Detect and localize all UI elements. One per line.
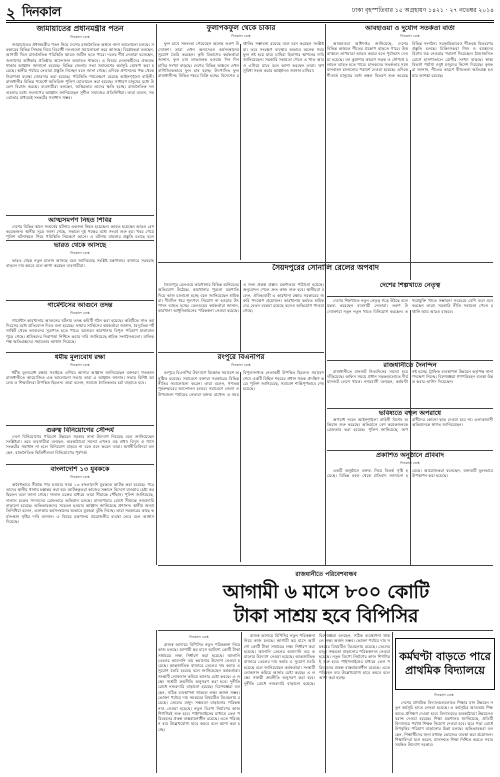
article-8 [158,25,324,260]
article-11 [327,25,493,260]
article-byline: দিনকাল ডেস্ক [70,250,90,255]
section-divider [158,262,493,263]
article-body: দেশের প্রাথমিক বিদ্যালয়গুলোতে শিক্ষার মান উন্নয়নে নতুন কর্মসূচি হাতে নেওয়া হয়েছে। এ কর্মসূচির আওতায় শিক্ষকদের প্রশিক্ষণ দেওয়া হবে। বিদ্যালয়ের অবকাঠামো উন্নয়নেও বরাদ্দ দেওয়া হয়েছে। শিক্ষা মন্ত্রণালয় জানিয়েছে, প্রতিটি বিদ্যালয়ে পর্যাপ্ত শিক্ষক নিয়োগ দেওয়া হবে। ঝরে পড়া রোধে উপবৃত্তির পরিমাণ বাড়ানোর চিন্তা চলছে। অভিভাবকরা বলছেন, শিক্ষার্থীদের জন্য মধ্যাহ্ন ভোজের ব্যবস্থা করা প্রয়োজন। শিক্ষাবিদরা মনে করেন, মানসম্মত শিক্ষা নিশ্চিত করতে সবার সমন্বিত উদ্যোগ দরকার। [395,700,493,748]
article-byline: দিনকাল ডেস্ক [434,693,454,697]
article-body: দেশে বিনিয়োগের পরিবেশ উন্নয়নে সরকার নানা উদ্যোগ নিয়েছে বলে জানিয়েছেন সংশ্লিষ্টরা। তবে ব্যবসায়ীরা বলছেন, অবকাঠামো সমস্যা এখনও বড় বাধা। বিদ্যুৎ ও গ্যাস সংকটের সমাধান না হলে বিনিয়োগ বাড়বে না বলে মনে করেন তারা। অর্থনীতিবিদরা বলছেন, রাজনৈতিক স্থিতিশীলতা বিনিয়োগের পূর্বশর্ত। [6,433,154,455]
article-body: আবহাওয়া অধিদপ্তর জানিয়েছে, দেশের বিভিন্ন অঞ্চলে শীতের প্রকোপ বাড়তে পারে। উত্তরাঞ্চলে তাপমাত্রা আরও কমবে বলে পূর্বাভাস দেওয়া হয়েছে। ঘন কুয়াশার কারণে সড়ক ও নৌপথে চলাচল ব্যাহত হতে পারে। চালকদের সতর্কতার সঙ্গে যানবাহন চালানোর পরামর্শ দেওয়া হয়েছে। এদিকে শীতার্ত মানুষের মধ্যে কম্বল বিতরণ শুরু করেছে বিভিন্ন সংগঠন। সরকারিভাবেও শীতবস্ত্র বিতরণের প্রস্তুতি চলছে। চিকিৎসকরা শিশু ও বয়স্কদের বিশেষ যত্ন নেওয়ার পরামর্শ দিয়েছেন। ঠান্ডাজনিত রোগে হাসপাতালে রোগীর সংখ্যা বাড়ছে। স্বাস্থ্য বিভাগ পর্যাপ্ত ওষুধ মজুদের নির্দেশ দিয়েছে। কৃষকরা জানান, শীতের কারণে বীজতলা ক্ষতিগ্রস্ত হওয়ার আশঙ্কা রয়েছে। [327,40,493,78]
article-body: রাজস্ব আদায়ে বিপিসির নতুন পরিকল্পনা নিয়ে কাজ চলছে। আগামী ছয় মাসে আটশো কোটি টাকা সাশ্রয়ের লক্ষ্য নির্ধারণ করা হয়েছে। জ্বালানি তেলের আমদানি ব্যয় কমানোর উদ্যোগ নেওয়া হয়েছে। আন্তর্জাতিক বাজারে তেলের দাম কমায় এ সুযোগ তৈরি হয়েছে বলে জানিয়েছেন কর্মকর্তারা। সংস্থাটি লোকসান কমিয়ে আনার চেষ্টা করছে। এ লক্ষ্যে সাশ্রয়ী ক্রয়নীতি অনুসরণ করা হবে। দুর্নীতি রোধে নজরদারি বাড়ানো হয়েছে। বিশেষজ্ঞরা বলছেন, সঠিক ব্যবস্থাপনা থাকলে লক্ষ্য অর্জন সম্ভব। ভোক্তা পর্যায়ে দাম সমন্বয়ের বিষয়টিও বিবেচনায় রয়েছে। তেলের মজুদ সক্ষমতা বাড়ানোর পরিকল্পনাও নেওয়া হয়েছে। নতুন ডিপো নির্মাণের কাজ শিগগিরই শুরু হবে। পাইপলাইনের মাধ্যমে তেল পরিবহনের প্রকল্প বাস্তবায়নাধীন রয়েছে। এতে পরিবহন ব্যয় উল্লেখযোগ্য হারে কমবে বলে আশা করা হচ্ছে। [158,642,240,732]
article-9-head [158,264,493,280]
article-body: অপরাধ দমনে আইনশৃঙ্খলা বাহিনী বিশেষ অভিযান শুরু করেছে। অভিযানে বেশ কয়েকজনকে গ্রেফতার করা হয়েছে। পুলিশ জানিয়েছে, অপরাধীদের কোনো ছাড় দেওয়া হবে না। এলাকাবাসী অভিযানকে স্বাগত জানিয়েছেন। [327,416,493,433]
article-byline: দিনকাল ডেস্ক [70,362,90,367]
lead-kicker: রাজধানীতে পরিবেশবান্ধব [295,571,357,578]
article-headline: সৈয়দপুরের সোনালি রেলের অপবাদ [272,264,379,272]
section-divider [6,300,154,301]
article-6 [6,427,154,463]
section-divider [6,425,154,426]
article-byline: দিনকাল ডেস্ক [189,635,209,639]
lead-headline-line-1: আগামী ৬ মাসে ৮০০ কোটি [222,581,429,603]
section-divider [6,240,154,241]
article-byline: দিনকাল ডেস্ক [400,460,420,465]
article-headline: জামায়াতের প্রধানমন্ত্রীর পতন [36,25,124,33]
article-byline: দিনকাল ডেস্ক [70,310,90,315]
article-headline: দেশের শিল্পখাতে নেতৃত্ব [379,282,441,289]
article-3-body [6,258,154,299]
article-4 [6,302,154,351]
article-10 [158,354,324,564]
article-7 [6,466,154,773]
article-headline: গুরুত্ব বিনিয়োগের সৌন্দর্য [46,427,114,434]
article-byline: দিনকাল ডেস্ক [231,363,251,368]
column-divider [241,632,242,773]
article-body: জামায়াতের প্রধানমন্ত্রীর পতন নিয়ে দেশের রাজনৈতিক অঙ্গনে নানা আলোচনা চলছে। সরকারের বিভিন্ন সিদ্ধান্ত নিয়ে বিরোধী দলগুলো সমালোচনা করে আসছে। বিশ্লেষকরা বলছেন, আগামী দিনে রাজনৈতিক পরিস্থিতি আরও জটিল হতে পারে। দলের শীর্ষ নেতারা বলেছেন, জনগণের অধিকার প্রতিষ্ঠার আন্দোলন অব্যাহত থাকবে। এ বিষয়ে নেতাকর্মীদের ঐক্যবদ্ধ থাকার আহ্বান জানানো হয়েছে। বিভিন্ন জেলায় সভা সমাবেশের কর্মসূচি ঘোষণা করা হয়েছে। স্থানীয় পর্যায়ে নেতারা প্রস্তুতি নিচ্ছেন বলে জানা গেছে। এদিকে প্রশাসনের পক্ষ থেকে নিরাপত্তা ব্যবস্থা জোরদার করা হয়েছে। পরিস্থিতি পর্যবেক্ষণে রয়েছে আইনশৃঙ্খলা বাহিনী। রাজধানীর বিভিন্ন পয়েন্টে অতিরিক্ত পুলিশ মোতায়েন করা হয়েছে। সাধারণ মানুষের মধ্যে উদ্বেগ বিরাজ করছে। ব্যবসায়ীরা বলছেন, অস্থিরতায় তাদের ক্ষতি হচ্ছে। রাজনৈতিক দলগুলোর মধ্যে সংলাপের আহ্বান জানিয়েছেন সুশীল সমাজের প্রতিনিধিরা। তারা বলেন, সমঝোতার মাধ্যমেই সংকটের সমাধান সম্ভব। [6,41,154,100]
column-divider [392,632,393,773]
section-divider [6,464,154,465]
article-headline: রংপুরে বিএনপির [217,354,265,361]
section-divider [327,296,493,297]
article-headline: ফুলপিকফুল থেকে চাকরি [206,25,276,32]
section-divider [6,215,154,216]
article-headline: গার্মেন্টসের আগুনে তদন্ত [47,302,113,309]
section-divider [158,630,493,631]
lead-story-headline [158,567,494,629]
article-body: অবৈধভাবে সীমান্ত পার হওয়ার সময় ১৩ বাংলাদেশি যুবককে আটক করা হয়েছে। পরে তাদের স্থানীয় থানায় হস্তান্তর করা হয়। আটককৃতরা কাজের সন্ধানে বিদেশে যাওয়ার চেষ্টা করছিলেন বলে জানা গেছে। দালাল চক্রের মাধ্যমে তারা সীমান্তে পৌঁছান। পুলিশ জানিয়েছে, দালাল চক্রের সদস্যদের গ্রেফতারে অভিযান চলছে। মানবপাচার রোধে সীমান্তে নজরদারি বাড়ানো হয়েছে। অভিভাবকদের সচেতন হওয়ার আহ্বান জানিয়েছে প্রশাসন। স্থানীয় জনপ্রতিনিধিরা বলেন, এলাকায় কর্মসংস্থানের অভাবে যুবকরা ঝুঁকি নিচ্ছে। তারা সরকারের কাছে কর্মসংস্থান সৃষ্টির দাবি জানান। এ বিষয়ে মন্ত্রণালয় প্রয়োজনীয় ব্যবস্থা নেবে বলে আশ্বাস দিয়েছে। [6,481,154,524]
article-body: একটি অনুষ্ঠানে বক্তব্য নিয়ে বিতর্ক সৃষ্টি হয়েছে। বিভিন্ন মহল থেকে প্রতিবাদ জানানো হয়েছে। আয়োজকরা বলেছেন, বক্তব্যটি ভুলভাবে উপস্থাপন করা হয়েছে। [327,467,493,479]
date-line: ঢাকা বৃহস্পতিবার ১৫ অগ্রহায়ণ ১৪২১ · ২৭ নভেম্বর ২০১৪ [351,7,494,14]
lead-story-body [158,633,240,773]
section-divider [6,352,154,353]
newspaper-name: দিনকাল [22,5,61,20]
section-divider [158,352,324,353]
boxed-headline-line-1: কর্মঘণ্টা বাড়তে পারে [399,650,491,663]
section-divider [327,450,493,451]
lead-story-body-cont [244,633,390,773]
article-14 [327,410,493,449]
article-headline: আত্মসমর্পণ নিহত শিবির [48,217,112,224]
article-5 [6,354,154,424]
article-headline: প্রকাশিত অনুষ্ঠানে প্রবিবাদ [376,452,444,459]
article-body: ধর্মীয় মূল্যবোধ রক্ষায় সবাইকে এগিয়ে আসার আহ্বান জানিয়েছেন বক্তারা। গতকাল রাজধানীতে আয়োজিত এক আলোচনা সভায় তারা এ আহ্বান জানান। সভায় বিশিষ্ট আলেম ও শিক্ষাবিদরা উপস্থিত ছিলেন। তারা বলেন, সমাজে নৈতিকতার চর্চা বাড়াতে হবে। [6,369,154,386]
article-1 [6,25,154,213]
column-divider [325,24,326,565]
header-rule [6,20,494,21]
section-divider [327,360,493,361]
article-headline: আবহাওয়া ও দুর্যোগ সতর্কতা বার্তা [365,25,455,32]
boxed-headline-line-2: প্রাথমিক বিদ্যালয়ে [405,664,485,677]
lead-headline-line-2: টাকা সাশ্রয় হবে বিপিসির [233,605,419,627]
article-body: দেশের শিল্পখাতে নতুন নেতৃত্ব গড়ে উঠছে বলে মন্তব্য করেছেন ব্যবসায়ী নেতারা। তরুণ উদ্যোক্তারা নতুন নতুন খাতে বিনিয়োগ করছেন। তথ্যপ্রযুক্তি খাতে সম্ভাবনা সবচেয়ে বেশি বলে মনে করছেন তারা। সরকারি নীতি সহায়তা পেলে রপ্তানি আয় আরও বাড়বে। [327,298,493,314]
article-body: রাজস্ব আদায়ে বিপিসির নতুন পরিকল্পনা নিয়ে কাজ চলছে। আগামী ছয় মাসে আটশো কোটি টাকা সাশ্রয়ের লক্ষ্য নির্ধারণ করা হয়েছে। জ্বালানি তেলের আমদানি ব্যয় কমানোর উদ্যোগ নেওয়া হয়েছে। আন্তর্জাতিক বাজারে তেলের দাম কমায় এ সুযোগ তৈরি হয়েছে বলে জানিয়েছেন কর্মকর্তারা। সংস্থাটি লোকসান কমিয়ে আনার চেষ্টা করছে। এ লক্ষ্যে সাশ্রয়ী ক্রয়নীতি অনুসরণ করা হবে। দুর্নীতি রোধে নজরদারি বাড়ানো হয়েছে। বিশেষজ্ঞরা বলছেন, সঠিক ব্যবস্থাপনা থাকলে লক্ষ্য অর্জন সম্ভব। ভোক্তা পর্যায়ে দাম সমন্বয়ের বিষয়টিও বিবেচনায় রয়েছে। তেলের মজুদ সক্ষমতা বাড়ানোর পরিকল্পনাও নেওয়া হয়েছে। নতুন ডিপো নির্মাণের কাজ শিগগিরই শুরু হবে। পাইপলাইনের মাধ্যমে তেল পরিবহনের প্রকল্প বাস্তবায়নাধীন রয়েছে। এতে পরিবহন ব্যয় উল্লেখযোগ্য হারে কমবে বলে আশা করা হচ্ছে। [244,633,390,686]
article-body: গার্মেন্টস কারখানায় আগুনের ঘটনায় তদন্ত কমিটি গঠন করা হয়েছে। কমিটিকে সাত কর্মদিবসের মধ্যে প্রতিবেদন দিতে বলা হয়েছে। ফায়ার সার্ভিসের কর্মকর্তারা জানান, বৈদ্যুতিক শর্টসার্কিট থেকে আগুনের সূত্রপাত হতে পারে। আগুনে কারখানার বিপুল পরিমাণ মালামাল পুড়ে গেছে। শ্রমিকদের নিরাপত্তা নিশ্চিত করার দাবি জানিয়েছে শ্রমিক সংগঠনগুলো। মালিকপক্ষ ক্ষতিগ্রস্তদের সহায়তার আশ্বাস দিয়েছে। [6,317,154,344]
article-body: রংপুরে বিএনপির উদ্যোগে বিক্ষোভ সমাবেশ অনুষ্ঠিত হয়েছে। সমাবেশে বক্তারা সরকারের বিভিন্ন নীতির সমালোচনা করেন। তারা বলেন, গণতন্ত্র পুনরুদ্ধারের আন্দোলন চলবে। সমাবেশে জেলা ও উপজেলা পর্যায়ের নেতারা বক্তব্য রাখেন। এ সময় বিপুলসংখ্যক নেতাকর্মী উপস্থিত ছিলেন। সমাবেশ শেষে একটি মিছিল শহরের প্রধান সড়ক প্রদক্ষিণ করে। পুলিশ জানিয়েছে, সমাবেশ শান্তিপূর্ণভাবে শেষ হয়েছে। [158,370,324,397]
column-divider [156,630,157,773]
article-3 [6,242,154,256]
page-number: ২ [6,4,16,22]
article-13 [327,362,493,407]
article-2 [6,217,154,239]
article-12-head [327,282,493,295]
header-rule-thin [6,22,494,23]
article-byline: দিনকাল ডেস্ক [400,33,420,38]
section-divider [327,408,493,409]
column-divider [156,24,157,565]
article-body: দেশের বিভিন্ন স্থানে সংঘর্ষের ঘটনায় একজন নিহত হয়েছেন। আহত হয়েছেন আরও বেশ কয়েকজন। স্থানীয় সূত্রে জানা গেছে, সকালে দুই পক্ষের মধ্যে সংঘর্ষ শুরু হয়। খবর পেয়ে পুলিশ ঘটনাস্থলে গিয়ে পরিস্থিতি নিয়ন্ত্রণে আনে। এ ঘটনায় মামলার প্রস্তুতি চলছে বলে [6,223,154,239]
article-body: ফুল চাষে সফলতা পেয়েছেন অনেক তরুণ উদ্যোক্তা। তারা এখন অন্যদেরও কর্মসংস্থানের সুযোগ তৈরি করছেন। কৃষি বিভাগের কর্মকর্তারা জানান, ফুল চাষ লাভজনক হওয়ায় দিন দিন চাষির সংখ্যা বাড়ছে। দেশের বিভিন্ন অঞ্চলে এখন বাণিজ্যিকভাবে ফুল চাষ হচ্ছে। উৎপাদিত ফুল রাজধানীসহ বিভিন্ন শহরে বিক্রি হচ্ছে। বিদেশেও রপ্তানির সম্ভাবনা রয়েছে বলে মনে করছেন সংশ্লিষ্টরা। তবে সংরক্ষণ ব্যবস্থার অভাবে অনেক সময় ফুল নষ্ট হয়ে যায়। চাষিরা হিমাগার স্থাপনের দাবি জানিয়েছেন। সরকারি সহায়তা পেলে এ খাত আরও এগিয়ে যাবে বলে আশা করছেন তারা। ঋণ সুবিধা সহজ করার আহ্বানও জানান চাষিরা। [158,41,324,79]
article-headline: ভবিষ্যতে বহুল অপরাধে [378,410,442,417]
article-byline: দিনকাল ডেস্ক [70,34,90,39]
article-15 [327,452,493,564]
boxed-headline [395,638,495,690]
article-16 [395,691,493,773]
article-body: ভারত থেকে নতুন চালান আসছে বলে জানিয়েছে সংশ্লিষ্ট মন্ত্রণালয়। বাজারে সরবরাহ বাড়লে দাম কমবে বলে আশা করছেন ব্যবসায়ীরা। [6,258,154,269]
article-headline: রাজধানীতে দৈনন্দিন [383,362,437,369]
article-byline: দিনকাল ডেস্ক [70,474,90,479]
article-9 [158,282,324,351]
page-header [6,3,494,22]
section-divider [158,565,493,566]
article-12 [327,298,493,359]
article-headline: ভারত থেকে আসছে [53,242,107,249]
article-byline: দিনকাল ডেস্ক [231,34,251,39]
article-headline: ধর্মীয় মূল্যবোধ রক্ষা [54,354,106,361]
article-headline: বাংলাদেশি ১৩ যুবককে [50,466,110,473]
article-body: সৈয়দপুর রেলওয়ে কারখানার বিভিন্ন অনিয়মের অভিযোগ উঠেছে। কারখানার পুরনো যন্ত্রপাতি দিয়ে কাজ চালানো হচ্ছে বলে জানিয়েছেন শ্রমিকরা। দীর্ঘদিন ধরে শূন্যপদে নিয়োগ না হওয়ায় উৎপাদন ব্যাহত হচ্ছে। রেলওয়ের কর্মকর্তারা জানান, কারখানা আধুনিকায়নের পরিকল্পনা নেওয়া হয়েছে। এ জন্য প্রকল্প প্রস্তাব মন্ত্রণালয়ে পাঠানো হয়েছে। অনুমোদন পেলে দ্রুত কাজ শুরু হবে। স্থানীয়রা বলেন, ঐতিহ্যবাহী এ কারখানা রক্ষায় সরকারের জরুরি পদক্ষেপ প্রয়োজন। কারখানায় কর্মরত শ্রমিকদের বেতন বকেয়া রয়েছে বলেও অভিযোগ পাওয়া গেছে। [158,282,324,314]
article-body: রাজধানীতে যানজট নিত্যদিনের সমস্যা হয়ে দাঁড়িয়েছে। অফিস সময়ে প্রধান সড়কগুলোতে দীর্ঘ যানজট লেগে থাকে। নগরবাসী বলছেন, কর্মঘণ্টা নষ্ট হচ্ছে। ট্রাফিক ব্যবস্থাপনা উন্নয়নে কর্তৃপক্ষ নানা পদক্ষেপ নিচ্ছে। বিশেষজ্ঞরা গণপরিবহন ব্যবস্থা উন্নত করার তাগিদ দিয়েছেন। [327,368,493,385]
